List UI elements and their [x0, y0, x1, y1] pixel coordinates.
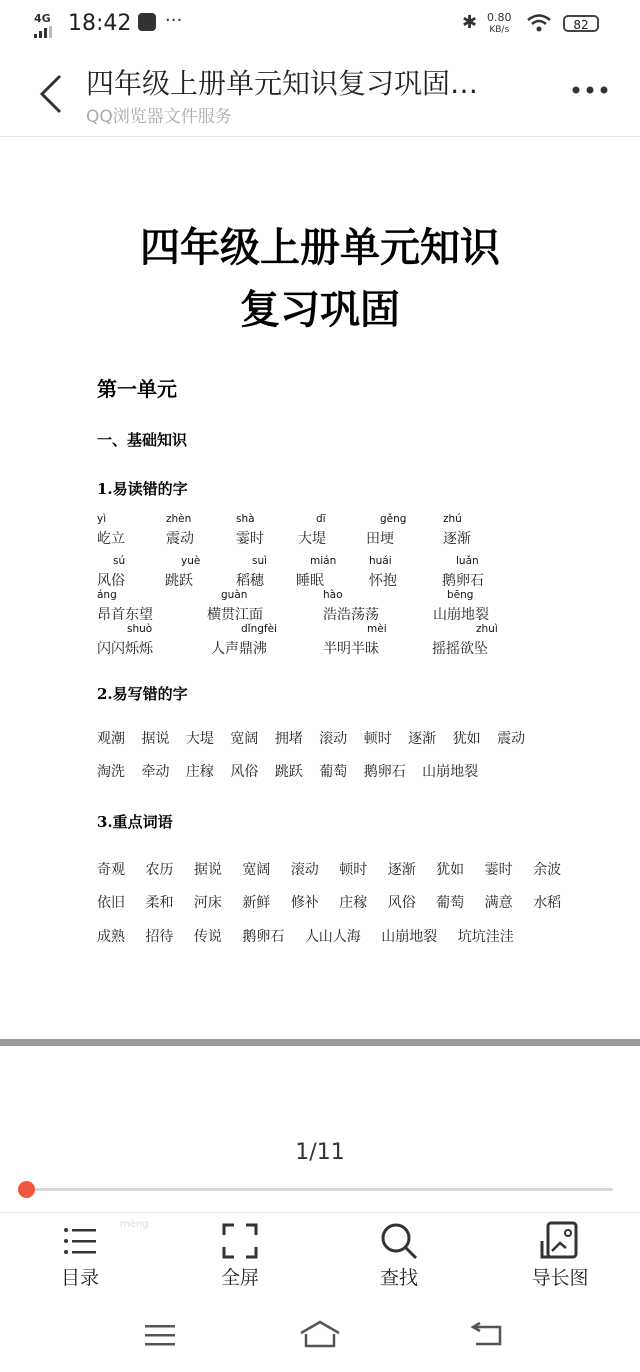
- more-options-icon[interactable]: [570, 84, 610, 96]
- subsection-heading: 2.易写错的字: [97, 685, 188, 703]
- pinyin-word: suì 稻穗: [236, 555, 268, 589]
- page-divider: [0, 1039, 640, 1046]
- system-nav-bar: [0, 1304, 640, 1372]
- pinyin-word: shuò 闪闪烁烁: [97, 623, 153, 657]
- pinyin-word: huái 怀抱: [369, 555, 397, 589]
- pinyin-word: shà 霎时: [236, 513, 264, 547]
- page-slider-track[interactable]: [22, 1188, 613, 1191]
- pinyin-word: yuè 跳跃: [165, 555, 201, 589]
- home-icon[interactable]: [298, 1320, 342, 1348]
- clock: 18:42: [68, 11, 132, 36]
- pinyin-word: sú 风俗: [97, 555, 126, 589]
- pinyin-word: yì 屹立: [97, 513, 125, 547]
- bluetooth-icon: ✱: [462, 12, 478, 33]
- pinyin-word: zhuì 摇摇欲坠: [432, 623, 498, 657]
- pinyin-word: dī 大堤: [298, 513, 326, 547]
- pinyin-word: zhèn 震动: [166, 513, 194, 547]
- ghost-page-text: mèng: [120, 1219, 149, 1230]
- menu-icon[interactable]: [144, 1322, 176, 1348]
- page-heading: 四年级上册单元知识 复习巩固: [140, 224, 500, 333]
- back-nav-icon[interactable]: [470, 1322, 504, 1348]
- bottom-toolbar: [0, 1212, 640, 1305]
- pinyin-word: áng 昂首东望: [97, 589, 153, 623]
- search-icon: [379, 1221, 419, 1261]
- toc-button[interactable]: 目录: [35, 1221, 125, 1290]
- pinyin-word: bēng 山崩地裂: [433, 589, 489, 623]
- long-image-icon: [540, 1221, 580, 1261]
- pinyin-word: mián 睡眠: [296, 555, 337, 589]
- net-speed: 0.80 KB/s: [487, 11, 512, 35]
- wifi-icon: [526, 13, 552, 33]
- word-row: 观潮 据说 大堤 宽阔 拥堵 滚动 顿时 逐渐 犹如 震动: [97, 731, 526, 747]
- document-source: QQ浏览器文件服务: [86, 107, 232, 127]
- page-slider-handle[interactable]: [18, 1181, 35, 1198]
- word-row: 奇观 农历 据说 宽阔 滚动 顿时 逐渐 犹如 霎时 余波: [97, 862, 562, 878]
- pinyin-word: gěng 田埂: [366, 513, 407, 547]
- word-row: 淘洗 牵动 庄稼 风俗 跳跃 葡萄 鹅卵石 山崩地裂: [97, 764, 479, 780]
- network-indicator: 4G: [34, 12, 56, 38]
- document-title: 四年级上册单元知识复习巩固…: [86, 67, 479, 100]
- subsection-heading: 3.重点词语: [97, 813, 173, 831]
- word-row: 依旧 柔和 河床 新鲜 修补 庄稼 风俗 葡萄 满意 水稻: [97, 895, 562, 911]
- document-page[interactable]: [0, 137, 640, 1039]
- fullscreen-icon: [220, 1221, 260, 1261]
- pinyin-word: zhú 逐渐: [443, 513, 471, 547]
- status-bar: [0, 0, 640, 50]
- long-image-button[interactable]: 导长图: [515, 1221, 605, 1290]
- signal-icon: [34, 26, 56, 38]
- pinyin-word: mèi 半明半昧: [323, 623, 387, 657]
- subsection-heading: 1.易读错的字: [97, 480, 188, 498]
- notification-icon: [138, 13, 156, 31]
- page-indicator: 1/11: [295, 1140, 345, 1165]
- word-row: 成熟 招待 传说 鹅卵石 人山人海 山崩地裂 坑坑洼洼: [97, 929, 514, 945]
- pinyin-word: guàn 横贯江面: [207, 589, 263, 623]
- pinyin-word: dǐngfèi 人声鼎沸: [211, 623, 277, 657]
- section-heading: 一、基础知识: [97, 431, 188, 449]
- battery-icon: 82: [563, 15, 599, 32]
- search-button[interactable]: 查找: [354, 1221, 444, 1290]
- pinyin-word: luǎn 鹅卵石: [442, 555, 484, 589]
- fullscreen-button[interactable]: 全屏: [195, 1221, 285, 1290]
- pinyin-word: hào 浩浩荡荡: [323, 589, 379, 623]
- unit-heading: 第一单元: [97, 377, 177, 401]
- app-header: [0, 50, 640, 137]
- back-arrow-icon[interactable]: [36, 72, 66, 116]
- more-notifications-icon: ···: [165, 10, 183, 31]
- list-icon: [60, 1221, 100, 1261]
